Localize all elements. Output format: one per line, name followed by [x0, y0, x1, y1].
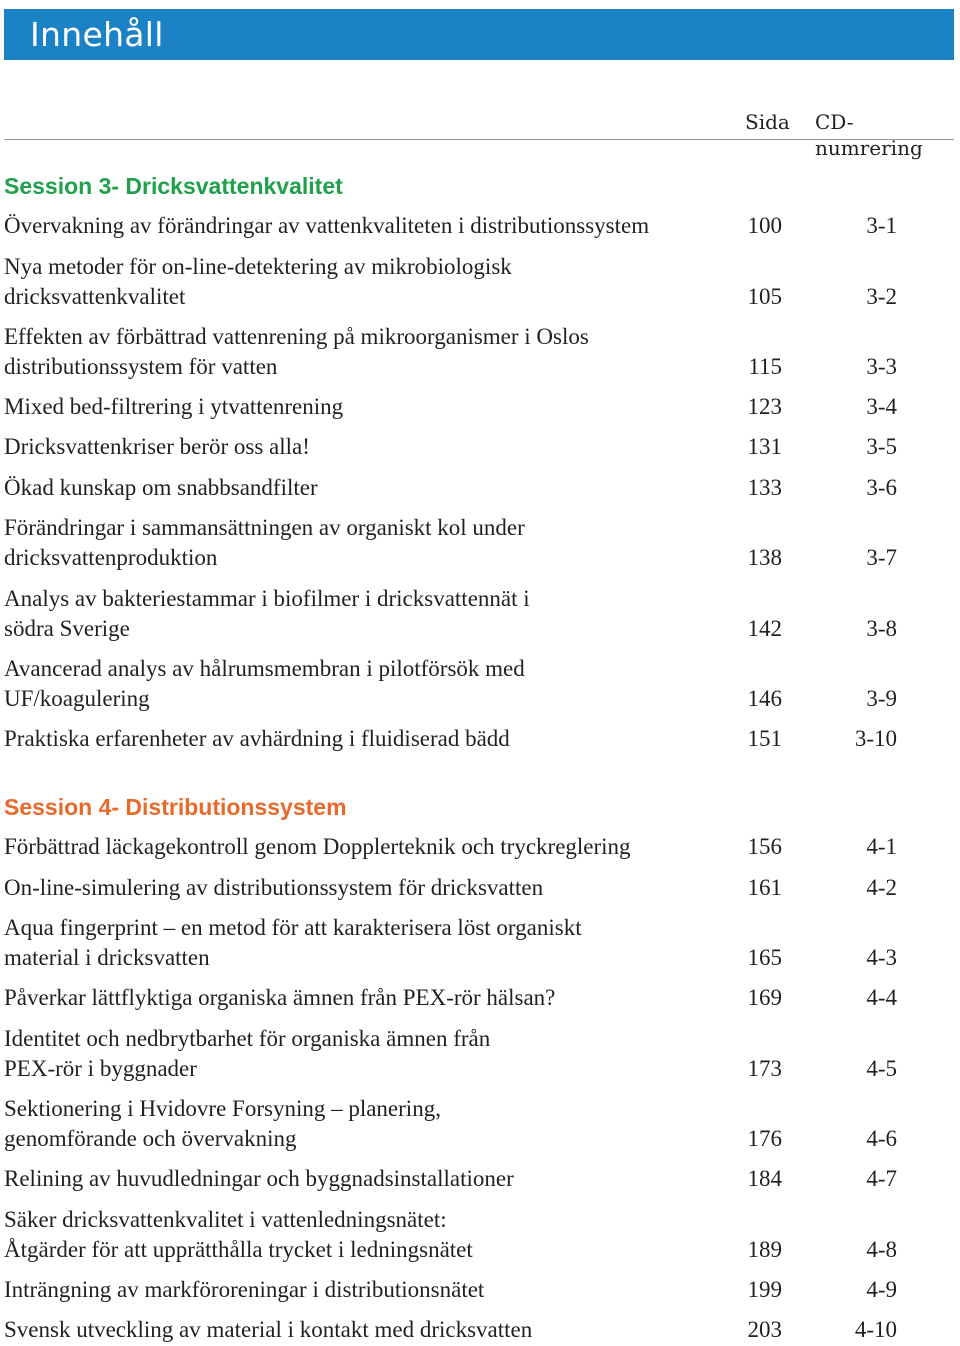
toc-entry[interactable]: [4, 211, 934, 241]
entry-cd-number: 3-6: [866, 475, 897, 500]
entry-title: Praktiska erfarenheter av avhärdning i fluidiserad bädd: [4, 726, 510, 751]
entry-title: Dricksvattenkriser berör oss alla!: [4, 434, 310, 459]
toc-entry[interactable]: [4, 584, 934, 644]
entry-page: 184: [747, 1166, 782, 1191]
toc-entry[interactable]: [4, 1275, 934, 1305]
entry-page: 156: [747, 834, 782, 859]
entry-page: 189: [747, 1237, 782, 1262]
entry-cd-number: 4-8: [866, 1237, 897, 1262]
entry-title: Förändringar i sammansättningen av organiskt kol under dricksvattenproduktion: [4, 515, 525, 570]
toc-entry[interactable]: [4, 392, 934, 422]
entry-page: 123: [747, 394, 782, 419]
toc-entry[interactable]: [4, 1315, 934, 1345]
toc-entry[interactable]: [4, 513, 934, 573]
entry-page: 176: [747, 1126, 782, 1151]
entry-page: 199: [747, 1277, 782, 1302]
entry-title: Effekten av förbättrad vattenrening på mikroorganismer i Oslos distributionssystem för vatten: [4, 324, 589, 379]
toc-entry[interactable]: [4, 252, 934, 312]
cd-column-header: CD-numrering: [815, 110, 923, 160]
entry-cd-number: 3-7: [866, 545, 897, 570]
entry-cd-number: 3-8: [866, 616, 897, 641]
entry-page: 138: [747, 545, 782, 570]
toc-entry[interactable]: [4, 913, 934, 973]
entry-cd-number: 4-4: [866, 985, 897, 1010]
toc-entry[interactable]: [4, 473, 934, 503]
entry-title: Avancerad analys av hålrumsmembran i pilotförsök med UF/koagulering: [4, 656, 525, 711]
entry-title: Mixed bed-filtrering i ytvattenrening: [4, 394, 344, 419]
entry-title: Aqua fingerprint – en metod för att karakterisera löst organiskt material i dricksvatten: [4, 915, 582, 970]
toc-entry[interactable]: [4, 983, 934, 1013]
session-3-heading: Session 3- Dricksvattenkvalitet: [4, 173, 343, 199]
entry-cd-number: 3-9: [866, 686, 897, 711]
entry-title: Ökad kunskap om snabbsandfilter: [4, 475, 318, 500]
entry-page: 165: [747, 945, 782, 970]
entry-page: 161: [747, 875, 782, 900]
entry-page: 115: [748, 354, 782, 379]
entry-title: Inträngning av markföroreningar i distributionsnätet: [4, 1277, 485, 1302]
entry-cd-number: 3-5: [866, 434, 897, 459]
entry-cd-number: 4-5: [866, 1056, 897, 1081]
title-banner: [4, 9, 954, 60]
toc-entry[interactable]: [4, 724, 934, 754]
entry-cd-number: 4-9: [866, 1277, 897, 1302]
entry-title: Relining av huvudledningar och byggnadsinstallationer: [4, 1166, 514, 1191]
toc-entry[interactable]: [4, 1024, 934, 1084]
entry-page: 100: [747, 213, 782, 238]
toc-entry[interactable]: [4, 873, 934, 903]
entry-title: Säker dricksvattenkvalitet i vattenledningsnätet: Åtgärder för att upprätthålla trycket i ledningsnätet: [4, 1207, 473, 1262]
entry-cd-number: 4-1: [866, 834, 897, 859]
entry-cd-number: 4-2: [866, 875, 897, 900]
entry-title: Förbättrad läckagekontroll genom Dopplerteknik och tryckreglering: [4, 834, 631, 859]
entry-cd-number: 3-10: [854, 726, 897, 751]
entry-title: Sektionering i Hvidovre Forsyning – planering, genomförande och övervakning: [4, 1096, 441, 1151]
entry-title: Svensk utveckling av material i kontakt med dricksvatten: [4, 1317, 533, 1342]
entry-page: 169: [747, 985, 782, 1010]
entry-title: Påverkar lättflyktiga organiska ämnen från PEX-rör hälsan?: [4, 985, 556, 1010]
entry-title: On-line-simulering av distributionssystem för dricksvatten: [4, 875, 544, 900]
entry-page: 142: [747, 616, 782, 641]
entry-title: Identitet och nedbrytbarhet för organiska ämnen från PEX-rör i byggnader: [4, 1026, 491, 1081]
entry-page: 131: [747, 434, 782, 459]
entry-cd-number: 3-4: [866, 394, 897, 419]
session-4-heading: Session 4- Distributionssystem: [4, 794, 347, 820]
entry-page: 151: [747, 726, 782, 751]
page-title: Innehåll: [30, 15, 164, 54]
page-column-header: Sida: [745, 110, 790, 134]
entry-page: 133: [747, 475, 782, 500]
toc-entry[interactable]: [4, 654, 934, 714]
toc-entry[interactable]: [4, 322, 934, 382]
toc-entry[interactable]: [4, 1094, 934, 1154]
entry-page: 173: [747, 1056, 782, 1081]
entry-cd-number: 4-3: [866, 945, 897, 970]
toc-entry[interactable]: [4, 1205, 934, 1265]
toc-entry[interactable]: [4, 1164, 934, 1194]
header-divider: [4, 139, 954, 140]
entry-title: Nya metoder för on-line-detektering av mikrobiologisk dricksvattenkvalitet: [4, 254, 512, 309]
entry-page: 203: [747, 1317, 782, 1342]
entry-cd-number: 3-2: [866, 284, 897, 309]
entry-title: Övervakning av förändringar av vattenkvaliteten i distributionssystem: [4, 213, 650, 238]
toc-entry[interactable]: [4, 432, 934, 462]
entry-cd-number: 4-10: [854, 1317, 897, 1342]
entry-page: 146: [747, 686, 782, 711]
entry-cd-number: 4-6: [866, 1126, 897, 1151]
entry-title: Analys av bakteriestammar i biofilmer i dricksvattennät i södra Sverige: [4, 586, 530, 641]
entry-cd-number: 4-7: [866, 1166, 897, 1191]
entry-cd-number: 3-1: [866, 213, 897, 238]
entry-page: 105: [747, 284, 782, 309]
entry-cd-number: 3-3: [866, 354, 897, 379]
toc-entry[interactable]: [4, 832, 934, 862]
